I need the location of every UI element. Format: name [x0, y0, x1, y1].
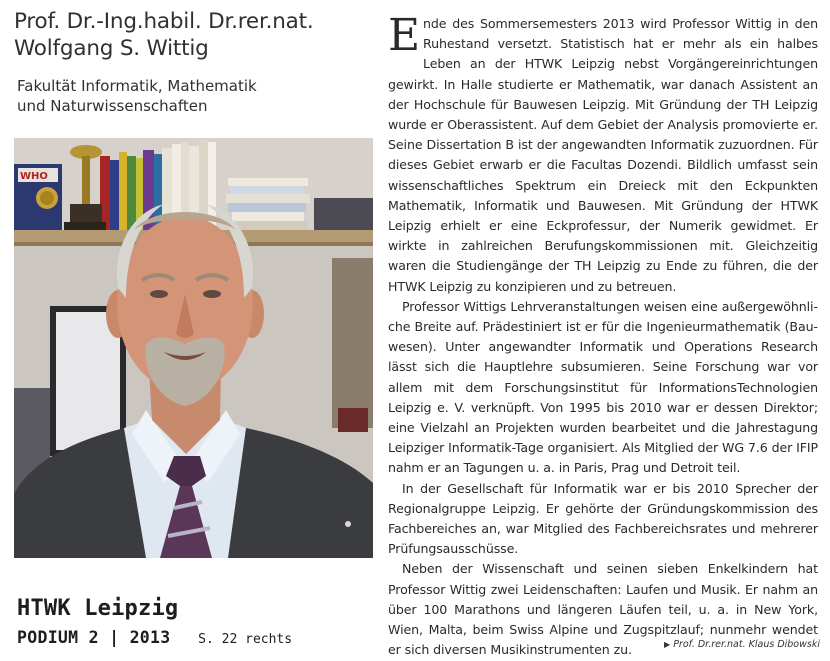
article-paragraph-2: Professor Wittigs Lehrveranstaltungen weisen eine außergewöhnliche Breite auf. Prädestiniert ist er für die Ingenieurmathematik (Bauwesen). Unter angewandter Informatik und Operations Research lässt sich die Hauptlehre subsumieren. Seine Forschung war vor allem mit dem Forschungsinstitut für InformationsTechnologien Leipzig e. V. verknüpft. Von 1995 bis 2010 war er dessen Direktor; eine Vielzahl an Projekten wurden bearbeitet und die Jahrestagung Leipziger Informatik-Tage organisiert. Als Mitglied der WG 7.6 der IFIP nahm er an Tagungen u. a. in Paris, Prag und Detroit teil.: [388, 298, 818, 476]
faculty-name: [17, 76, 362, 116]
academic-titles: Prof. Dr.-Ing.habil. Dr.rer.nat.: [14, 9, 314, 34]
article-paragraph-1: [388, 10, 818, 297]
author-name: Prof. Dr.rer.nat. Klaus Dibowski: [673, 639, 820, 650]
person-name: Wolfgang S. Wittig: [14, 36, 209, 61]
article-paragraph-4: Neben der Wissenschaft und seinen sieben Enkelkindern hat Professor Wittig zwei Leidenschaften: Laufen und Musik. Er nahm an über 100 Marathons und längeren Läufen teil, u. a. in New York, Wien, Malta, beim Swiss Alpine und Zugspitzlauf; nunmehr wendet er sich diversen Musikinstrumenten zu.: [388, 561, 818, 658]
article-paragraph-3: In der Gesellschaft für Informatik war er bis 2010 Sprecher der Regionalgruppe Leipzig. Er gehörte der Gründungskommission des Fachbereiches an, war Mitglied des Fachbereichsrates und mehrerer Prüfungsausschüsse.: [388, 480, 818, 557]
triangle-right-icon: ▶: [664, 640, 671, 649]
faculty-line-2: und Naturwissenschaften: [17, 97, 208, 115]
faculty-line-1: Fakultät Informatik, Mathematik: [17, 77, 257, 95]
issue-label: PODIUM 2 | 2013: [17, 628, 171, 647]
article-body: [388, 10, 818, 661]
author-credit: [664, 639, 820, 650]
page-reference: S. 22 rechts: [198, 632, 293, 647]
brand-title: HTWK Leipzig: [17, 596, 179, 621]
portrait-illustration: [14, 138, 373, 558]
article-paragraph-1-text: nde des Sommersemesters 2013 wird Professor Wittig in den Ruhestand versetzt. Statistisch hat er mehr als ein halbes Leben an der HTWK Leipzig nebst Vorgängereinrichtungen gewirkt. In Halle studierte er Mathematik, war danach Assistent an der Hochschule für Bauwesen Leipzig. Mit Gründung der TH Leipzig wurde er Oberassistent. Auf dem Gebiet der Analysis promovierte er. Seine Dissertation B ist der angewandten Informatik zuzuordnen. Für dieses Gebiet erwarb er die Facultas Dozendi. Bildlich umfasst sein wissenschaftliches Spektrum ein Dreieck mit den Eckpunkten Mathematik, Informatik und Bauwesen. Mit Gründung der HTWK Leipzig erhielt er eine Eckprofessur, der Numerik gewidmet. Er wirkte in zahlreichen Berufungskommissionen mit. Gleichzeitig waren die Studiengänge der TH Leipzig zu Ende zu führen, die der HTWK Leipzig zu konzipieren und zu betreuen.: [388, 16, 818, 294]
drop-cap: E: [388, 10, 421, 61]
person-title: [14, 8, 359, 62]
portrait-photo: [14, 138, 373, 558]
issue-line: [17, 628, 292, 647]
trophy-box-label: WHO: [20, 171, 48, 182]
